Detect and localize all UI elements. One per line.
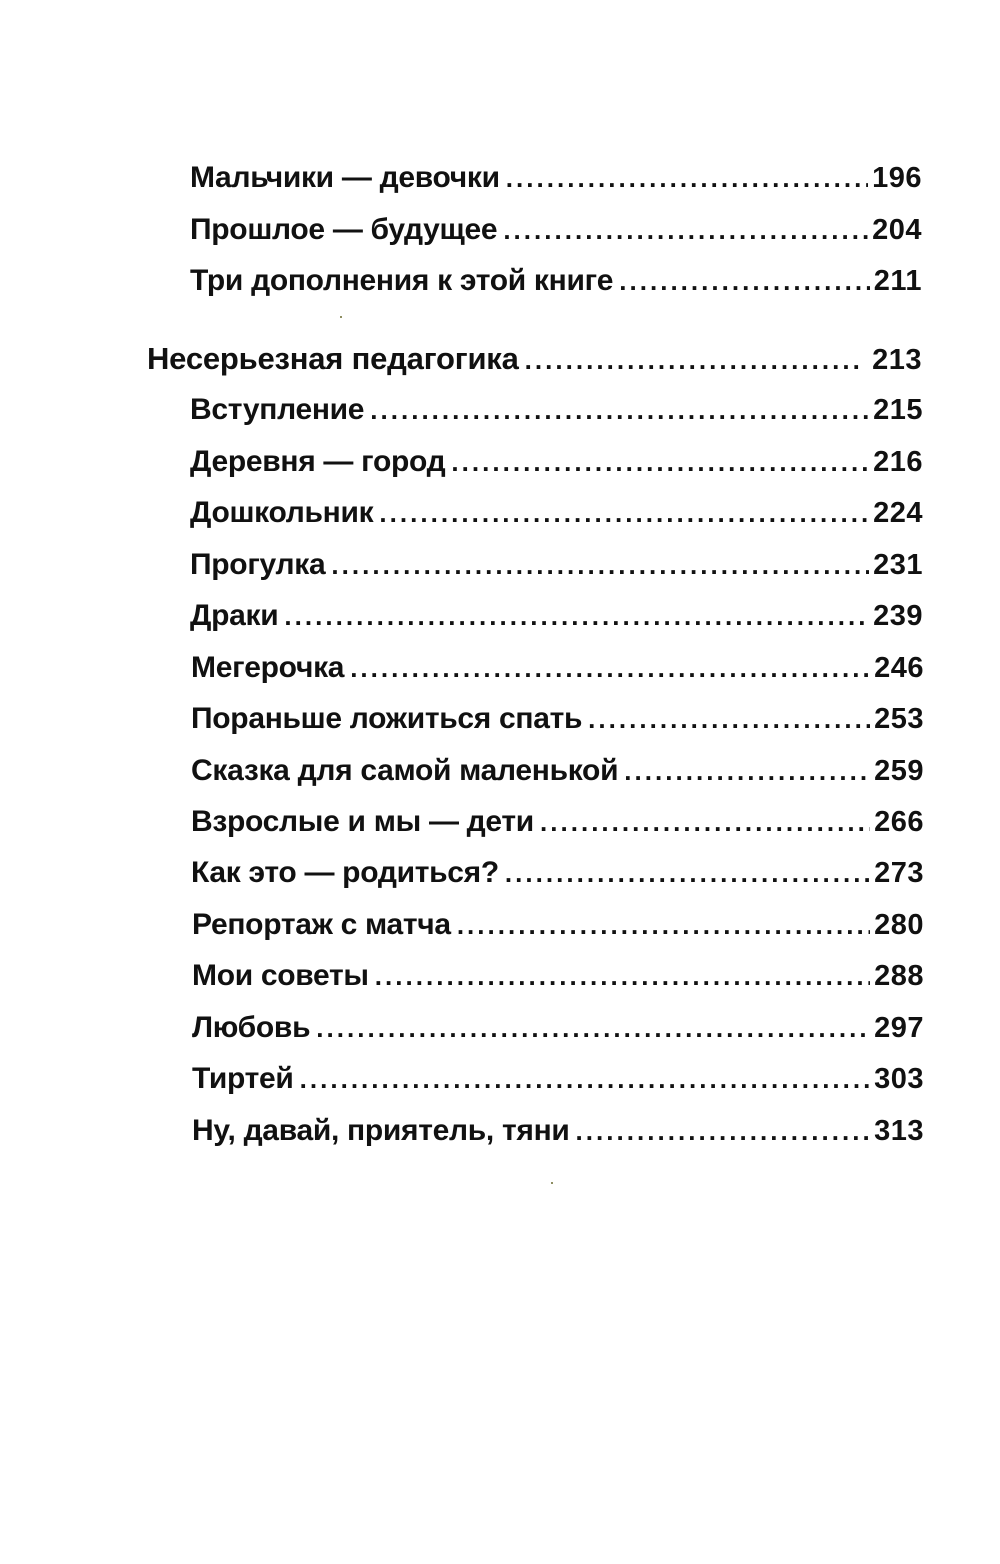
- toc-entry: [190, 257, 922, 305]
- toc-entry-title: Драки: [190, 599, 279, 632]
- scan-speck: [340, 316, 342, 318]
- toc-entry: [192, 1107, 924, 1155]
- toc-entry-page: 288: [874, 960, 924, 992]
- toc-entry: [190, 206, 922, 254]
- dot-leader: [505, 849, 870, 897]
- toc-entry: [190, 592, 923, 640]
- toc-entry-title: Мальчики — девочки: [190, 161, 500, 194]
- toc-entry: [190, 489, 923, 537]
- toc-entry-title: Как это — родиться?: [191, 856, 499, 889]
- dot-leader: [457, 901, 870, 949]
- toc-entry: [190, 154, 922, 202]
- dot-leader: [331, 541, 869, 589]
- toc-entry-title: Мегерочка: [191, 651, 345, 684]
- dot-leader: [506, 154, 868, 202]
- toc-entry-title: Взрослые и мы — дети: [191, 805, 534, 838]
- toc-entry: [190, 386, 923, 434]
- toc-entry-title: Три дополнения к этой книге: [190, 264, 614, 297]
- toc-entry-page: 280: [874, 909, 924, 941]
- toc-entry-page: 246: [874, 652, 924, 684]
- toc-entry-page: 273: [874, 857, 924, 889]
- dot-leader: [540, 798, 870, 846]
- toc-entry-title: Прогулка: [190, 548, 326, 581]
- toc-entry-title: Дошкольник: [190, 496, 374, 529]
- toc-entry-title: Пораньше ложиться спать: [191, 702, 583, 735]
- toc-entry-title: Тиртей: [192, 1062, 294, 1095]
- scan-speck: [551, 1182, 553, 1184]
- toc-section-entry: [147, 335, 922, 383]
- toc-entry-page: 303: [874, 1063, 924, 1095]
- toc-entry: [191, 695, 924, 743]
- toc-section-page: 213: [872, 344, 922, 376]
- dot-leader: [300, 1055, 871, 1103]
- toc-entry: [191, 644, 924, 692]
- toc-entry-page: 231: [873, 549, 923, 581]
- dot-leader: [624, 747, 870, 795]
- toc-entry-title: Любовь: [192, 1011, 311, 1044]
- dot-leader: [284, 592, 869, 640]
- toc-entry-page: 215: [873, 394, 923, 426]
- toc-entry-title: Прошлое — будущее: [190, 213, 498, 246]
- toc-entry-page: 259: [874, 755, 924, 787]
- toc-entry: [192, 952, 924, 1000]
- toc-entry-title: Мои советы: [192, 959, 369, 992]
- toc-entry: [192, 1055, 924, 1103]
- toc-entry-page: 297: [874, 1012, 924, 1044]
- toc-entry-title: Вступление: [190, 393, 365, 426]
- toc-entry: [190, 541, 923, 589]
- toc-entry: [192, 901, 924, 949]
- toc-entry-page: 224: [873, 497, 923, 529]
- toc-entry-title: Репортаж с матча: [192, 908, 451, 941]
- toc-entry-title: Деревня — город: [190, 445, 446, 478]
- toc-entry-page: 266: [874, 806, 924, 838]
- toc-entry-page: 253: [874, 703, 924, 735]
- toc-entry: [191, 747, 924, 795]
- dot-leader: [525, 336, 860, 384]
- toc-entry: [191, 849, 924, 897]
- toc-entry-title: Ну, давай, приятель, тяни: [192, 1114, 570, 1147]
- toc-entry: [190, 438, 923, 486]
- toc-entry-page: 211: [873, 265, 922, 297]
- dot-leader: [379, 489, 869, 537]
- toc-entry-page: 196: [872, 162, 922, 194]
- dot-leader: [576, 1107, 871, 1155]
- dot-leader: [370, 386, 869, 434]
- toc-entry-page: 204: [872, 214, 922, 246]
- dot-leader: [588, 695, 870, 743]
- dot-leader: [619, 257, 870, 305]
- dot-leader: [316, 1004, 870, 1052]
- toc-section-title: Несерьезная педагогика: [147, 341, 519, 376]
- dot-leader: [350, 644, 870, 692]
- toc-entry-page: 239: [873, 600, 923, 632]
- dot-leader: [451, 438, 869, 486]
- toc-entry: [191, 798, 924, 846]
- toc-entry-title: Сказка для самой маленькой: [191, 754, 619, 787]
- dot-leader: [503, 206, 868, 254]
- dot-leader: [375, 952, 870, 1000]
- toc-entry-page: 313: [874, 1115, 924, 1147]
- toc-entry-page: 216: [873, 446, 923, 478]
- toc-entry: [192, 1004, 924, 1052]
